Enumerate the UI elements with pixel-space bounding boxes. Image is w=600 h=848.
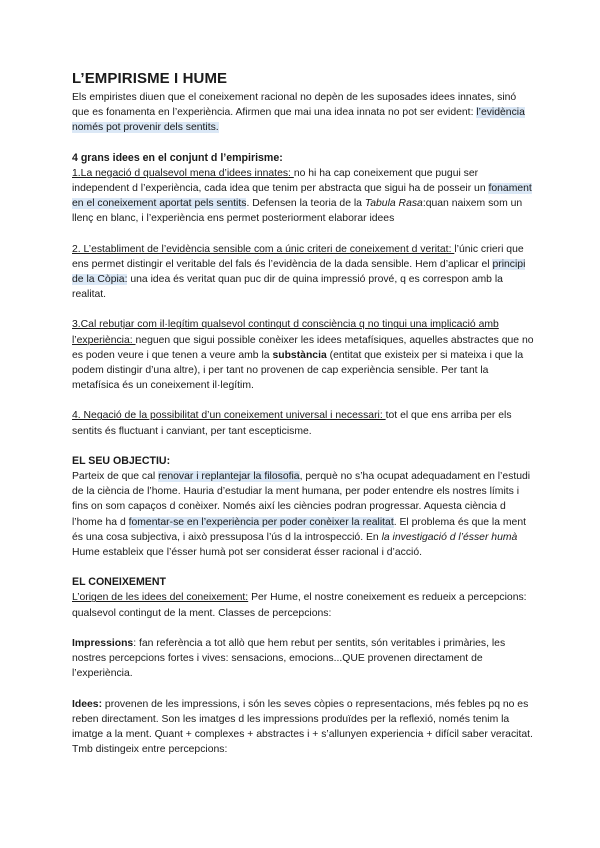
- idees-paragraph: [72, 697, 534, 743]
- impressions-term: Impressions: [72, 637, 134, 649]
- idea-1: [72, 166, 534, 227]
- idea-1-title: 1.La negació d qualsevol mena d’idees innates:: [72, 167, 294, 179]
- objectiu-text-2: , perquè no s’ha ocupat adequadament en l’estudi de la ciència de l’home. Hauria d’estudiar la ment humana, per poder entendre els nostres límits i fins on som capaços d conèixer. Només així les ciències podran progressar. Aquesta ciència d l’home ha d: [72, 471, 531, 528]
- idea-1-italic: Tabula Rasa: [364, 198, 423, 210]
- idea-4-title: 4. Negació de la possibilitat d’un coneixement universal i necessari:: [72, 410, 386, 422]
- intro-text: Els empiristes diuen que el coneixement racional no depèn de les suposades idees innates, sinó que es fonamenta en l’experiència. Afirmen que mai una idea innata no pot ser evident:: [72, 92, 517, 119]
- idea-1-text: no hi ha cap coneixement que pugui ser independent d l’experiència, cada idea que tenim per abstracta que sigui ha de posseir un: [72, 167, 489, 195]
- idea-2-title: 2. L’establiment de l’evidència sensible com a únic criteri de coneixement d veritat:: [72, 243, 455, 255]
- coneixement-paragraph: [72, 590, 534, 620]
- impressions-paragraph: [72, 636, 534, 682]
- objectiu-heading: EL SEU OBJECTIU:: [72, 454, 171, 467]
- document-page: [72, 70, 534, 757]
- objectiu-text-4: Hume estableix que l’ésser humà pot ser considerat ésser racional i d’acció.: [72, 547, 422, 559]
- objectiu-highlight-2: fomentar-se en l’experiència per poder conèixer la realitat: [128, 516, 394, 528]
- idea-4-text: tot el que ens arriba per els sentits és fluctuant i canviant, per tant escepticisme.: [72, 410, 512, 437]
- idea-2-text: l’únic crieri que ens permet distingir el veritable del fals és l’evidència de la dada sensible. Hem d’aplicar el: [72, 243, 524, 270]
- idea-1-highlight: fonament en el coneixement aportat pels sentits: [72, 183, 532, 210]
- idea-1-text-3: :quan naixem som un llenç en blanc, i l’experiència ens permet posteriorment elaborar idees: [72, 198, 523, 225]
- objectiu-text-3: . El problema és que la ment és una cosa subjectiva, i això pressuposa l’ús d la introspecció. En: [72, 516, 526, 543]
- impressions-text: : fan referència a tot allò que hem rebut per sentits, són veritables i primàries, les nostres percepcions fortes i vives: sensacions, emocions...QUE provenen directament de l’experiència.: [72, 637, 506, 680]
- idea-3: [72, 317, 534, 393]
- idea-2: [72, 242, 534, 303]
- idea-3-bold: substància: [272, 349, 327, 361]
- objectiu-highlight-1: renovar i replantejar la filosofia: [158, 471, 300, 483]
- intro-paragraph: [72, 90, 534, 136]
- idees-text: provenen de les impressions, i són les seves còpies o representacions, més febles pq no es reben directament. Son les imatges d les impressions produïdes per la reflexió, només tenim la imatge a la ment. Quant + complexes + abstractes i + s’allunyen experiencia + difícil saber veracitat.: [72, 698, 533, 740]
- idea-4: [72, 408, 534, 438]
- objectiu-paragraph: [72, 469, 534, 560]
- objectiu-italic: la investigació d l’ésser humà: [381, 531, 518, 543]
- idea-3-text-2: (entitat que existeix per si mateixa i que la podem distingir d’una altre), i per tant no provenen de cap experiència sensible. Per tant la metafísica és un coneixement il·legítim.: [72, 349, 524, 392]
- idea-2-text-2: una idea és veritat quan puc dir de quina impressió prové, q es correspon amb la realitat.: [72, 274, 503, 301]
- idea-3-title: 3.Cal rebutjar com il·legítim qualsevol contingut d consciència q no tingui una implicació amb l’experiència:: [72, 319, 499, 346]
- idea-1-text-2: . Defensen la teoria de la: [246, 198, 365, 210]
- intro-highlight: l’evidència només pot provenir dels sentits.: [72, 107, 525, 134]
- idea-3-text: neguen que sigui possible conèixer les idees metafísiques, aquelles abstractes que no es poden veure i que tenen a veure amb la: [72, 334, 534, 361]
- idees-term: Idees:: [72, 698, 103, 710]
- idea-2-highlight: principi de la Còpia:: [72, 258, 526, 286]
- objectiu-text: Parteix de que cal: [72, 471, 159, 483]
- coneixement-text: Per Hume, el nostre coneixement es redueix a percepcions: qualsevol contingut de la ment. Classes de percepcions:: [72, 592, 527, 619]
- coneixement-heading: EL CONEIXEMENT: [72, 576, 166, 589]
- coneixement-subtitle: L’origen de les idees del coneixement:: [72, 592, 249, 604]
- page-title: L’EMPIRISME I HUME: [72, 70, 228, 87]
- percepcions-line: Tmb distingeix entre percepcions:: [72, 744, 228, 756]
- ideas-heading: 4 grans idees en el conjunt d l’empirisme:: [72, 151, 283, 164]
